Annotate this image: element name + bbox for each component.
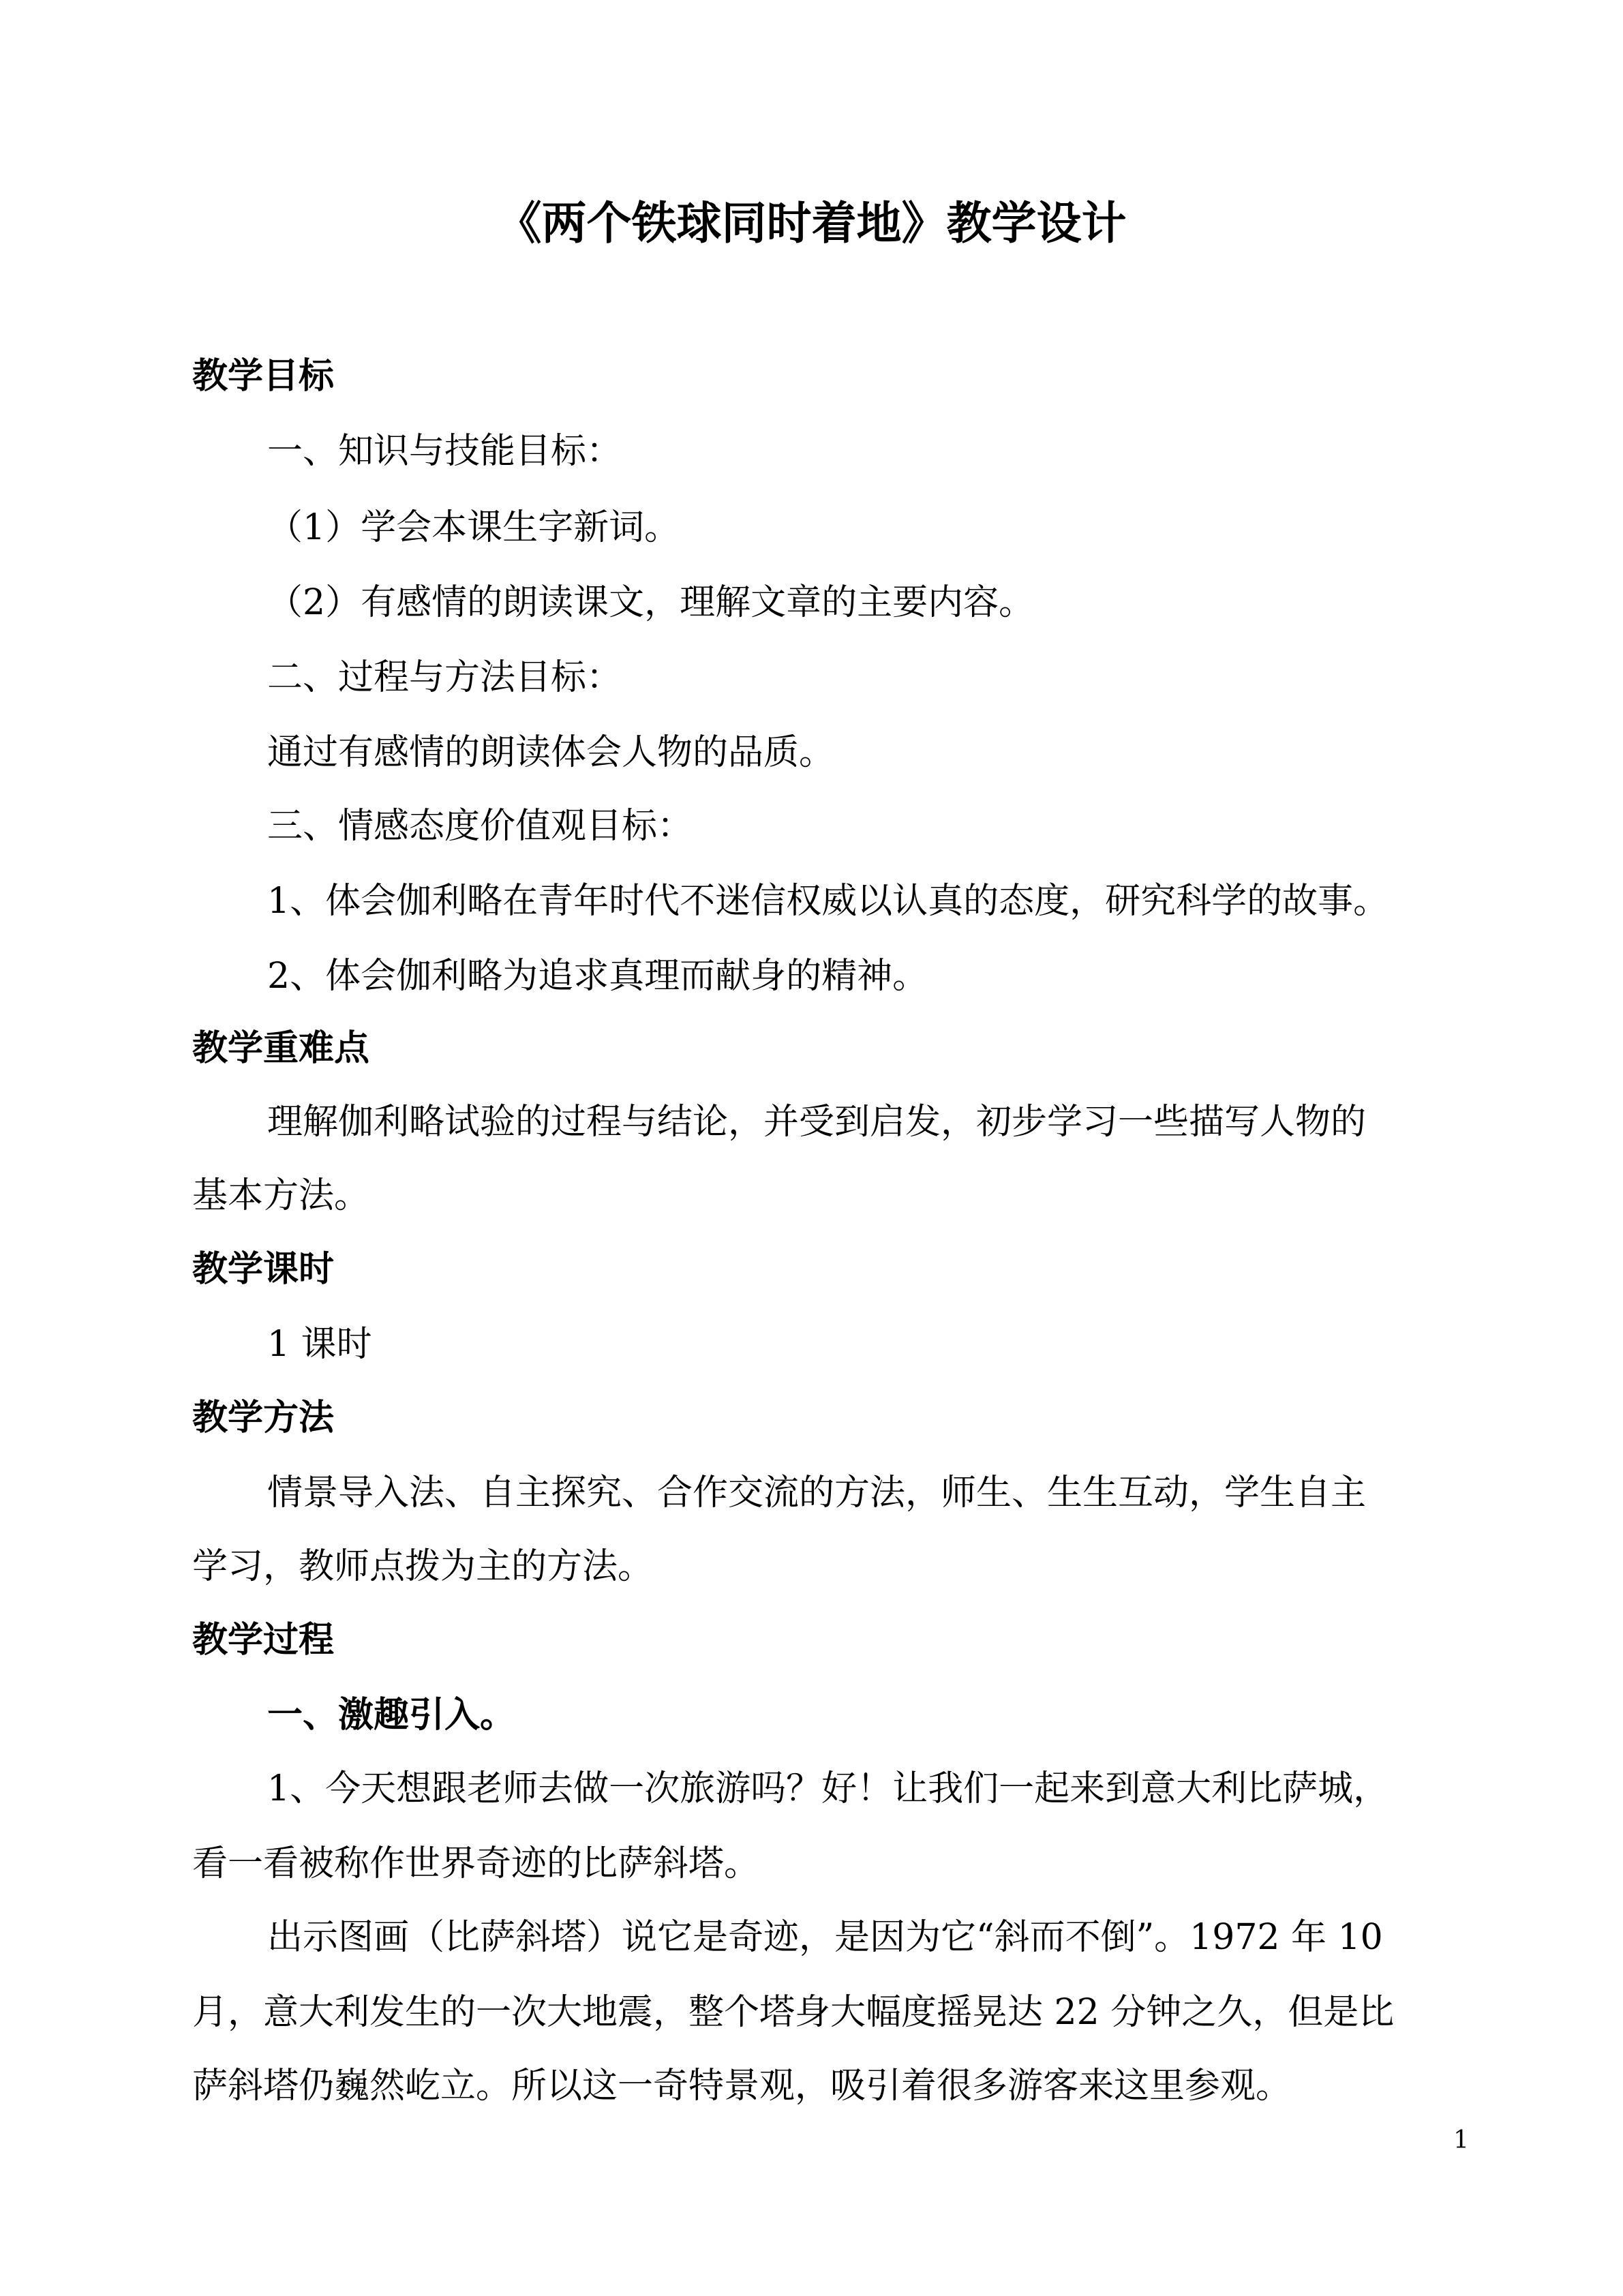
process-para-2-line-2: 月，意大利发生的一次大地震，整个塔身大幅度摇晃达 22 分钟之久，但是比 [192, 1992, 1395, 2033]
goal-emotion-heading: 三、情感态度价值观目标： [267, 806, 693, 847]
section-heading-key-points: 教学重难点 [192, 1028, 370, 1069]
key-points-line-2: 基本方法。 [192, 1175, 370, 1216]
key-points-line-1: 理解伽利略试验的过程与结论，并受到启发，初步学习一些描写人物的 [267, 1102, 1367, 1143]
page-number: 1 [1453, 2126, 1469, 2154]
process-para-1-line-2: 看一看被称作世界奇迹的比萨斜塔。 [192, 1843, 760, 1884]
goal-knowledge-item-2: （2）有感情的朗读课文，理解文章的主要内容。 [267, 582, 1035, 623]
section-heading-goals: 教学目标 [192, 356, 335, 397]
section-heading-process: 教学过程 [192, 1620, 335, 1661]
section-heading-class-hours: 教学课时 [192, 1249, 335, 1290]
process-para-2-line-3: 萨斜塔仍巍然屹立。所以这一奇特景观，吸引着很多游客来这里参观。 [192, 2066, 1292, 2106]
section-heading-methods: 教学方法 [192, 1398, 335, 1438]
goal-process-text: 通过有感情的朗读体会人物的品质。 [267, 732, 835, 773]
process-step-1-heading: 一、激趣引入。 [267, 1695, 516, 1736]
goal-knowledge-item-1: （1）学会本课生字新词。 [267, 507, 680, 548]
methods-line-1: 情景导入法、自主探究、合作交流的方法，师生、生生互动，学生自主 [267, 1472, 1367, 1513]
process-para-2-line-1: 出示图画（比萨斜塔）说它是奇迹，是因为它“斜而不倒”。1972 年 10 [267, 1917, 1383, 1958]
goal-emotion-item-1: 1、体会伽利略在青年时代不迷信权威以认真的态度，研究科学的故事。 [267, 881, 1389, 922]
document-title: 《两个铁球同时着地》教学设计 [496, 197, 1127, 250]
class-hours-text: 1 课时 [267, 1324, 372, 1365]
process-para-1-line-1: 1、今天想跟老师去做一次旅游吗？好！让我们一起来到意大利比萨城， [267, 1768, 1389, 1809]
methods-line-2: 学习，教师点拨为主的方法。 [192, 1546, 654, 1587]
goal-process-heading: 二、过程与方法目标： [267, 657, 622, 698]
goal-knowledge-heading: 一、知识与技能目标： [267, 431, 622, 472]
goal-emotion-item-2: 2、体会伽利略为追求真理而献身的精神。 [267, 956, 928, 997]
